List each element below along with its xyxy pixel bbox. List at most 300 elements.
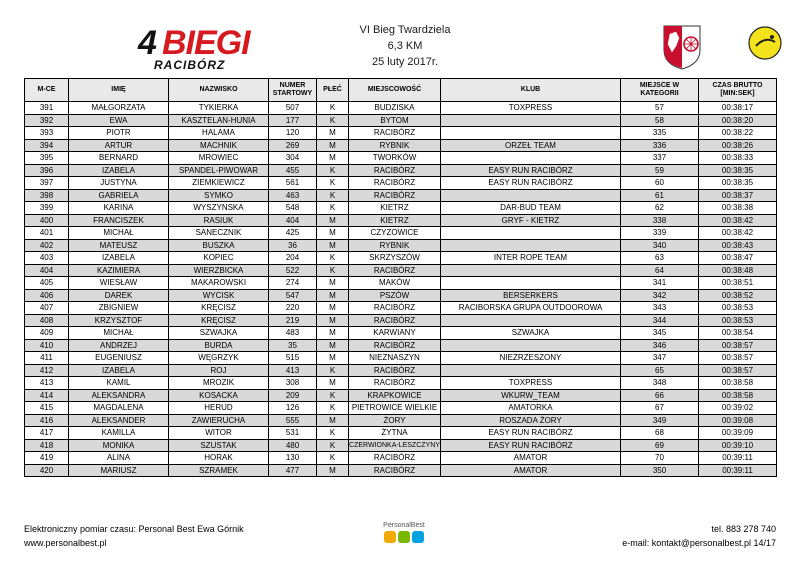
cell-first-name: BERNARD: [69, 152, 169, 165]
table-row: [25, 177, 777, 190]
phone-number: tel. 883 278 740: [711, 524, 776, 534]
cell-club: SZWAJKA: [441, 327, 621, 340]
cell-town: NIEZNASZYN: [349, 352, 441, 365]
cell-gender: M: [317, 139, 349, 152]
cell-club: WKURW_TEAM: [441, 389, 621, 402]
cell-gross-time: 00:38:17: [699, 102, 777, 115]
cell-town: SKRZYSZÓW: [349, 252, 441, 265]
cell-start-number: 274: [269, 277, 317, 290]
cell-gender: M: [317, 377, 349, 390]
cell-first-name: MAGDALENA: [69, 402, 169, 415]
cell-gross-time: 00:38:58: [699, 389, 777, 402]
cell-start-number: 547: [269, 289, 317, 302]
cell-category-place: 349: [621, 414, 699, 427]
cell-category-place: 346: [621, 339, 699, 352]
cell-club: [441, 314, 621, 327]
cell-start-number: 204: [269, 252, 317, 265]
cell-last-name: WYSZYNSKA: [169, 202, 269, 215]
cell-gender: M: [317, 152, 349, 165]
personal-best-badge-icon: [748, 26, 782, 60]
cell-first-name: ALINA: [69, 452, 169, 465]
cell-gender: M: [317, 227, 349, 240]
cell-place: 398: [25, 189, 69, 202]
cell-town: RACIBÓRZ: [349, 264, 441, 277]
cell-category-place: 341: [621, 277, 699, 290]
cell-club: EASY RUN RACIBÓRZ: [441, 427, 621, 440]
cell-town: PIETROWICE WIELKIE: [349, 402, 441, 415]
table-row: [25, 452, 777, 465]
sport-icons: [374, 531, 434, 543]
table-row: [25, 402, 777, 415]
cell-town: RACIBÓRZ: [349, 339, 441, 352]
cell-last-name: SZWAJKA: [169, 327, 269, 340]
cell-start-number: 130: [269, 452, 317, 465]
cell-gender: K: [317, 364, 349, 377]
cell-gender: M: [317, 314, 349, 327]
cell-start-number: 404: [269, 214, 317, 227]
cell-first-name: EWA: [69, 114, 169, 127]
cell-town: RACIBÓRZ: [349, 177, 441, 190]
column-header-category-place: MIEJSCE W KATEGORII: [621, 79, 699, 102]
cell-last-name: RASIUK: [169, 214, 269, 227]
cell-gross-time: 00:38:33: [699, 152, 777, 165]
logo-city: RACIBÓRZ: [154, 58, 226, 72]
cell-start-number: 126: [269, 402, 317, 415]
cell-start-number: 120: [269, 127, 317, 140]
event-distance: 6,3 KM: [387, 40, 423, 52]
table-row: [25, 352, 777, 365]
cell-last-name: KRĘCISZ: [169, 314, 269, 327]
cell-town: TWORKÓW: [349, 152, 441, 165]
cell-category-place: 58: [621, 114, 699, 127]
cell-gross-time: 00:38:57: [699, 364, 777, 377]
cell-gross-time: 00:38:42: [699, 227, 777, 240]
cell-gross-time: 00:38:47: [699, 252, 777, 265]
cell-last-name: WĘGRZYK: [169, 352, 269, 365]
cell-category-place: 348: [621, 377, 699, 390]
cell-category-place: 335: [621, 127, 699, 140]
cell-town: RYBNIK: [349, 139, 441, 152]
cell-start-number: 455: [269, 164, 317, 177]
cell-gender: K: [317, 389, 349, 402]
cell-start-number: 483: [269, 327, 317, 340]
cell-first-name: ALEKSANDER: [69, 414, 169, 427]
table-header-row: [25, 79, 777, 102]
cell-gross-time: 00:38:48: [699, 264, 777, 277]
cell-place: 393: [25, 127, 69, 140]
cell-last-name: KRĘCISZ: [169, 302, 269, 315]
table-row: [25, 289, 777, 302]
cell-town: KRAPKOWICE: [349, 389, 441, 402]
cell-last-name: ROJ: [169, 364, 269, 377]
cell-town: RACIBÓRZ: [349, 464, 441, 477]
cell-start-number: 548: [269, 202, 317, 215]
cell-club: INTER ROPE TEAM: [441, 252, 621, 265]
cell-place: 394: [25, 139, 69, 152]
cell-first-name: KAMIL: [69, 377, 169, 390]
cell-first-name: ANDRZEJ: [69, 339, 169, 352]
table-row: [25, 264, 777, 277]
logo-number: 4: [138, 24, 155, 62]
cell-club: AMATOR: [441, 464, 621, 477]
cell-place: 395: [25, 152, 69, 165]
footer-personalbest-logo: [374, 522, 434, 543]
cell-town: BUDZISKA: [349, 102, 441, 115]
cell-club: [441, 114, 621, 127]
column-header-start-number: NUMER STARTOWY: [269, 79, 317, 102]
cell-category-place: 63: [621, 252, 699, 265]
cell-gender: K: [317, 402, 349, 415]
cell-gender: K: [317, 177, 349, 190]
cell-club: RACIBORSKA GRUPA OUTDOOROWA: [441, 302, 621, 315]
cell-place: 410: [25, 339, 69, 352]
cell-place: 405: [25, 277, 69, 290]
table-row: [25, 152, 777, 165]
cell-first-name: IZABELA: [69, 252, 169, 265]
cell-gender: M: [317, 127, 349, 140]
cell-last-name: SZUSTAK: [169, 439, 269, 452]
cell-category-place: 59: [621, 164, 699, 177]
cell-first-name: KAZIMIERA: [69, 264, 169, 277]
cell-gender: K: [317, 202, 349, 215]
table-row: [25, 239, 777, 252]
cell-place: 400: [25, 214, 69, 227]
cell-town: RACIBÓRZ: [349, 302, 441, 315]
cell-place: 391: [25, 102, 69, 115]
cell-first-name: WIESŁAW: [69, 277, 169, 290]
cell-category-place: 337: [621, 152, 699, 165]
cell-place: 419: [25, 452, 69, 465]
cell-start-number: 522: [269, 264, 317, 277]
cell-first-name: PIOTR: [69, 127, 169, 140]
cell-club: AMATOR: [441, 452, 621, 465]
cell-category-place: 342: [621, 289, 699, 302]
cell-last-name: SPANDEL-PIWOWAR: [169, 164, 269, 177]
cell-gross-time: 00:38:58: [699, 377, 777, 390]
cell-last-name: ZIEMKIEWICZ: [169, 177, 269, 190]
cell-start-number: 555: [269, 414, 317, 427]
email-and-page: e-mail: kontakt@personalbest.pl 14/17: [622, 538, 776, 548]
cell-first-name: FRANCISZEK: [69, 214, 169, 227]
run-icon: [412, 531, 424, 543]
cell-first-name: KRZYSZTOF: [69, 314, 169, 327]
cell-gender: M: [317, 302, 349, 315]
cell-first-name: MATEUSZ: [69, 239, 169, 252]
cell-place: 397: [25, 177, 69, 190]
table-row: [25, 427, 777, 440]
cell-category-place: 350: [621, 464, 699, 477]
cell-start-number: 463: [269, 189, 317, 202]
cell-place: 408: [25, 314, 69, 327]
cell-first-name: JUSTYNA: [69, 177, 169, 190]
cell-gross-time: 00:38:35: [699, 177, 777, 190]
cell-gender: M: [317, 289, 349, 302]
column-header-gross-time: CZAS BRUTTO [MIN:SEK]: [699, 79, 777, 102]
table-row: [25, 302, 777, 315]
cell-town: PSZÓW: [349, 289, 441, 302]
cell-last-name: WITOR: [169, 427, 269, 440]
cell-club: [441, 189, 621, 202]
cell-last-name: HALAMA: [169, 127, 269, 140]
timing-credit: Elektroniczny pomiar czasu: Personal Best Ewa Górnik: [24, 524, 244, 534]
cell-town: ŻORY: [349, 414, 441, 427]
cell-place: 404: [25, 264, 69, 277]
logo-word: BIEGI: [162, 24, 250, 62]
cell-start-number: 561: [269, 177, 317, 190]
cell-gender: M: [317, 464, 349, 477]
cell-gross-time: 00:39:09: [699, 427, 777, 440]
cell-first-name: KARINA: [69, 202, 169, 215]
cell-gross-time: 00:38:20: [699, 114, 777, 127]
cell-place: 396: [25, 164, 69, 177]
footer-left: [24, 522, 244, 550]
cell-category-place: 343: [621, 302, 699, 315]
cell-start-number: 531: [269, 427, 317, 440]
cell-gross-time: 00:38:37: [699, 189, 777, 202]
cell-first-name: GABRIELA: [69, 189, 169, 202]
cell-category-place: 336: [621, 139, 699, 152]
table-row: [25, 139, 777, 152]
cell-start-number: 36: [269, 239, 317, 252]
cell-category-place: 62: [621, 202, 699, 215]
cell-last-name: MACHNIK: [169, 139, 269, 152]
4biegi-logo: [138, 24, 278, 72]
cell-first-name: MAŁGORZATA: [69, 102, 169, 115]
column-header-last-name: NAZWISKO: [169, 79, 269, 102]
cell-start-number: 413: [269, 364, 317, 377]
cell-last-name: ZAWIERUCHA: [169, 414, 269, 427]
cell-gender: K: [317, 189, 349, 202]
cell-last-name: SZRAMEK: [169, 464, 269, 477]
results-table: [24, 78, 777, 477]
cell-start-number: 480: [269, 439, 317, 452]
cell-club: [441, 364, 621, 377]
personalbest-logo-text: PersonalBest: [383, 522, 425, 529]
racibórz-coat-of-arms-icon: [662, 24, 702, 70]
cell-start-number: 177: [269, 114, 317, 127]
cell-town: ŻYTNA: [349, 427, 441, 440]
cell-last-name: HORAK: [169, 452, 269, 465]
cell-gross-time: 00:38:35: [699, 164, 777, 177]
table-row: [25, 127, 777, 140]
column-header-gender: PŁEĆ: [317, 79, 349, 102]
column-header-first-name: IMIĘ: [69, 79, 169, 102]
cell-last-name: BUSZKA: [169, 239, 269, 252]
cell-town: RACIBÓRZ: [349, 452, 441, 465]
table-row: [25, 227, 777, 240]
cell-town: RACIBÓRZ: [349, 164, 441, 177]
cell-gross-time: 00:38:26: [699, 139, 777, 152]
cell-category-place: 57: [621, 102, 699, 115]
cell-last-name: KOSACKA: [169, 389, 269, 402]
cell-start-number: 35: [269, 339, 317, 352]
cell-place: 411: [25, 352, 69, 365]
cell-place: 407: [25, 302, 69, 315]
cell-place: 418: [25, 439, 69, 452]
cell-club: ORZEŁ TEAM: [441, 139, 621, 152]
cell-town: CZERWIONKA-LESZCZYNY: [349, 439, 441, 452]
cell-town: KARWIANY: [349, 327, 441, 340]
cell-gender: M: [317, 214, 349, 227]
cell-club: EASY RUN RACIBÓRZ: [441, 439, 621, 452]
column-header-town: MIEJSCOWOŚĆ: [349, 79, 441, 102]
cell-last-name: WIERZBICKA: [169, 264, 269, 277]
cell-gender: K: [317, 102, 349, 115]
cell-first-name: IZABELA: [69, 364, 169, 377]
cell-club: [441, 239, 621, 252]
table-row: [25, 464, 777, 477]
cell-club: ROSZADA ŻORY: [441, 414, 621, 427]
cell-gross-time: 00:38:53: [699, 314, 777, 327]
cell-category-place: 344: [621, 314, 699, 327]
cell-gender: M: [317, 339, 349, 352]
cell-place: 399: [25, 202, 69, 215]
cell-gender: K: [317, 439, 349, 452]
swim-icon: [384, 531, 396, 543]
cell-category-place: 65: [621, 364, 699, 377]
cell-gender: K: [317, 164, 349, 177]
table-row: [25, 339, 777, 352]
cell-club: GRYF - KIETRZ: [441, 214, 621, 227]
cell-last-name: MROWIEC: [169, 152, 269, 165]
cell-last-name: KASZTELAN-HUNIA: [169, 114, 269, 127]
cell-gender: K: [317, 252, 349, 265]
cell-town: MAKÓW: [349, 277, 441, 290]
cell-start-number: 219: [269, 314, 317, 327]
cell-first-name: ALEKSANDRA: [69, 389, 169, 402]
cell-first-name: KAMILLA: [69, 427, 169, 440]
cell-gender: K: [317, 264, 349, 277]
cell-start-number: 209: [269, 389, 317, 402]
cell-town: BYTOM: [349, 114, 441, 127]
table-row: [25, 214, 777, 227]
cell-place: 416: [25, 414, 69, 427]
table-row: [25, 114, 777, 127]
bike-icon: [398, 531, 410, 543]
event-titles: [300, 22, 510, 70]
cell-last-name: HERUD: [169, 402, 269, 415]
cell-club: NIEZRZESZONY: [441, 352, 621, 365]
cell-place: 406: [25, 289, 69, 302]
cell-category-place: 64: [621, 264, 699, 277]
cell-last-name: WYCISK: [169, 289, 269, 302]
cell-first-name: ZBIGNIEW: [69, 302, 169, 315]
cell-gender: M: [317, 327, 349, 340]
table-row: [25, 252, 777, 265]
cell-club: TOXPRESS: [441, 102, 621, 115]
cell-last-name: KOPIEC: [169, 252, 269, 265]
table-row: [25, 202, 777, 215]
cell-start-number: 304: [269, 152, 317, 165]
cell-place: 392: [25, 114, 69, 127]
cell-start-number: 220: [269, 302, 317, 315]
cell-town: KIETRZ: [349, 214, 441, 227]
cell-gender: K: [317, 427, 349, 440]
cell-club: DAR-BUD TEAM: [441, 202, 621, 215]
cell-first-name: IZABELA: [69, 164, 169, 177]
table-row: [25, 414, 777, 427]
cell-start-number: 507: [269, 102, 317, 115]
cell-club: [441, 277, 621, 290]
table-row: [25, 314, 777, 327]
cell-first-name: ARTUR: [69, 139, 169, 152]
cell-club: BERSERKERS: [441, 289, 621, 302]
cell-gross-time: 00:38:52: [699, 289, 777, 302]
cell-club: AMATORKA: [441, 402, 621, 415]
cell-club: EASY RUN RACIBÓRZ: [441, 164, 621, 177]
cell-last-name: SANECZNIK: [169, 227, 269, 240]
cell-category-place: 340: [621, 239, 699, 252]
cell-start-number: 308: [269, 377, 317, 390]
cell-start-number: 477: [269, 464, 317, 477]
cell-club: [441, 227, 621, 240]
cell-gender: M: [317, 239, 349, 252]
cell-club: [441, 127, 621, 140]
cell-first-name: MARIUSZ: [69, 464, 169, 477]
cell-gross-time: 00:39:02: [699, 402, 777, 415]
table-row: [25, 277, 777, 290]
cell-town: RYBNIK: [349, 239, 441, 252]
cell-place: 413: [25, 377, 69, 390]
table-row: [25, 164, 777, 177]
cell-category-place: 338: [621, 214, 699, 227]
cell-place: 417: [25, 427, 69, 440]
cell-start-number: 425: [269, 227, 317, 240]
cell-club: [441, 152, 621, 165]
cell-first-name: MICHAŁ: [69, 227, 169, 240]
cell-club: [441, 339, 621, 352]
website-link[interactable]: www.personalbest.pl: [24, 538, 107, 548]
cell-gross-time: 00:38:51: [699, 277, 777, 290]
cell-gross-time: 00:38:42: [699, 214, 777, 227]
table-row: [25, 189, 777, 202]
cell-last-name: SYMKO: [169, 189, 269, 202]
table-row: [25, 327, 777, 340]
cell-gross-time: 00:39:10: [699, 439, 777, 452]
cell-first-name: MONIKA: [69, 439, 169, 452]
cell-gross-time: 00:38:38: [699, 202, 777, 215]
cell-category-place: 70: [621, 452, 699, 465]
event-date: 25 luty 2017r.: [371, 56, 439, 68]
cell-place: 401: [25, 227, 69, 240]
cell-gender: K: [317, 114, 349, 127]
cell-gross-time: 00:39:08: [699, 414, 777, 427]
cell-club: [441, 264, 621, 277]
cell-gender: M: [317, 352, 349, 365]
cell-gross-time: 00:38:57: [699, 352, 777, 365]
cell-town: KIETRZ: [349, 202, 441, 215]
cell-gross-time: 00:38:57: [699, 339, 777, 352]
table-row: [25, 377, 777, 390]
cell-category-place: 61: [621, 189, 699, 202]
cell-category-place: 68: [621, 427, 699, 440]
cell-category-place: 66: [621, 389, 699, 402]
cell-first-name: MICHAŁ: [69, 327, 169, 340]
cell-last-name: TYKIERKA: [169, 102, 269, 115]
cell-place: 415: [25, 402, 69, 415]
cell-gross-time: 00:38:54: [699, 327, 777, 340]
cell-category-place: 345: [621, 327, 699, 340]
cell-category-place: 339: [621, 227, 699, 240]
cell-category-place: 347: [621, 352, 699, 365]
cell-gross-time: 00:38:43: [699, 239, 777, 252]
cell-last-name: MAKAROWSKI: [169, 277, 269, 290]
cell-place: 403: [25, 252, 69, 265]
cell-town: RACIBÓRZ: [349, 377, 441, 390]
cell-start-number: 269: [269, 139, 317, 152]
cell-place: 420: [25, 464, 69, 477]
cell-category-place: 60: [621, 177, 699, 190]
